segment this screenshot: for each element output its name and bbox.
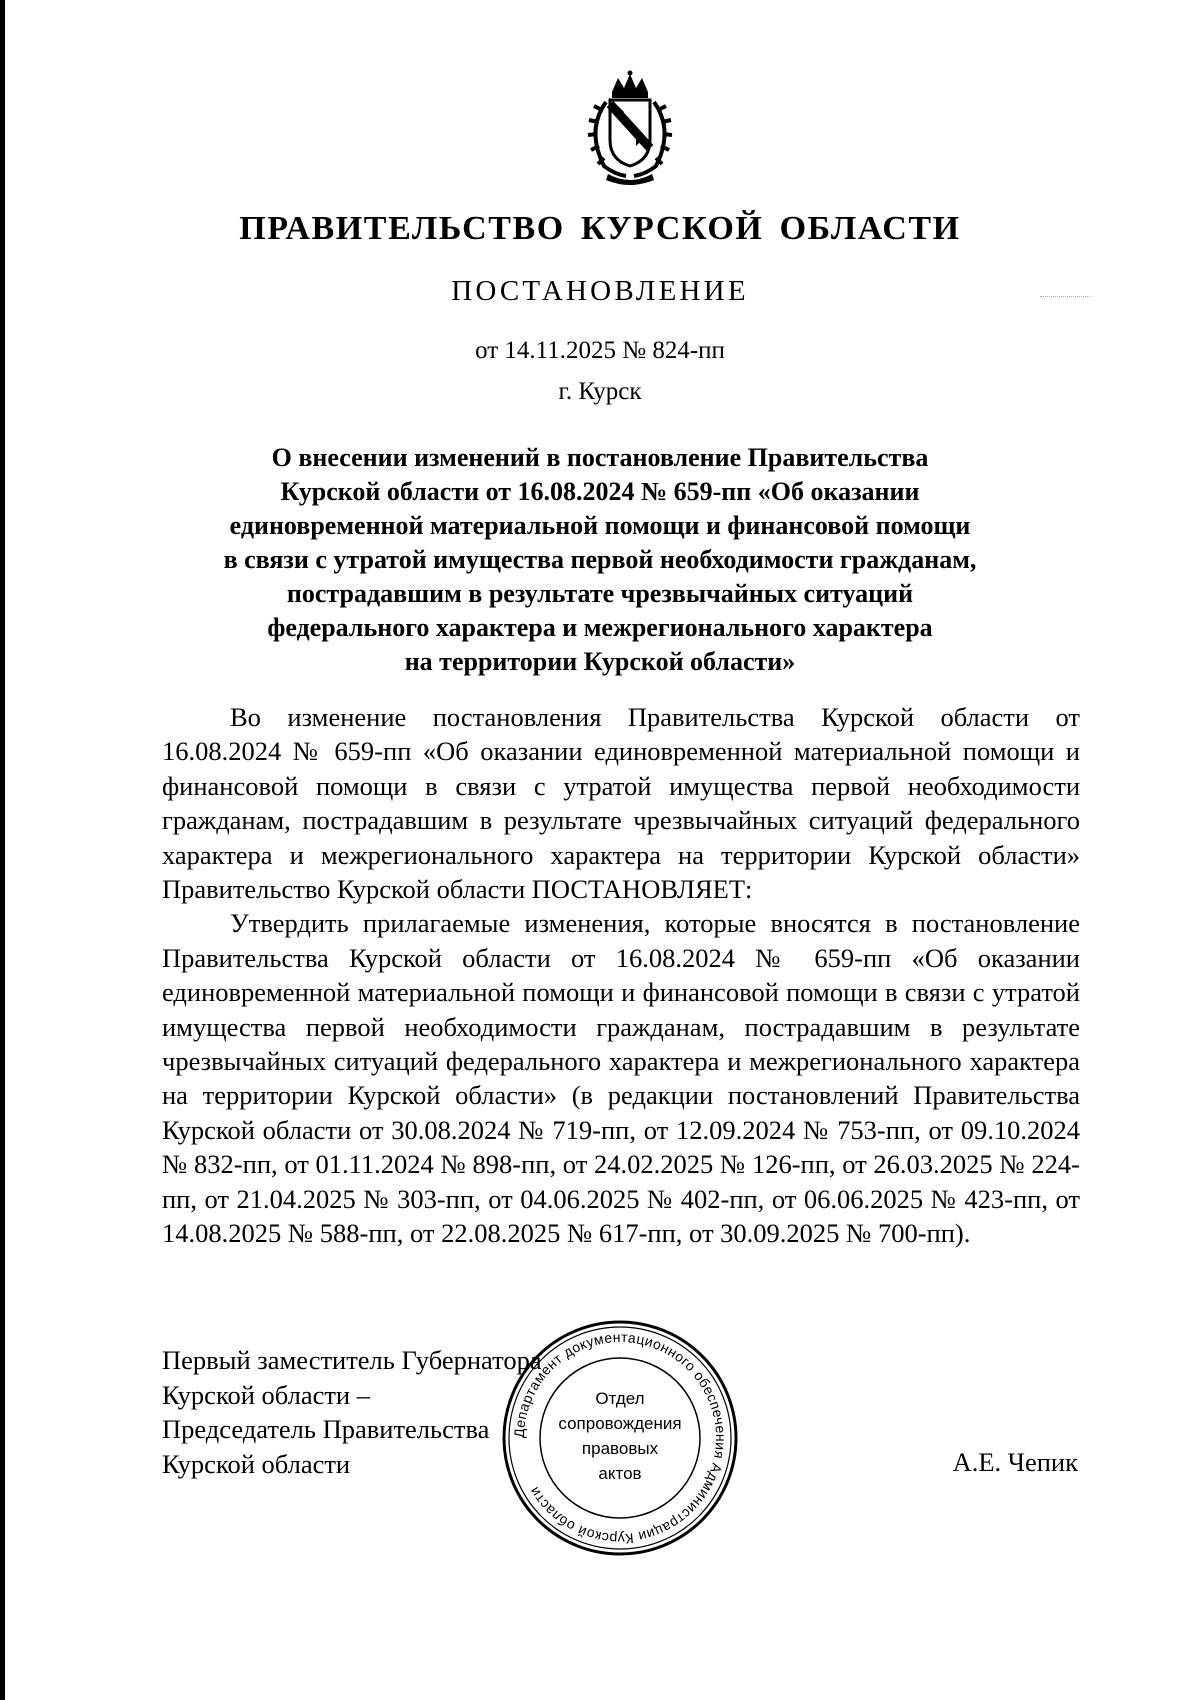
subject-line: в связи с утратой имущества первой необходимости гражданам, [223,545,977,574]
position-line: Курской области [162,1448,351,1479]
stamp-center-line: актов [598,1464,642,1483]
document-subject [160,441,1040,679]
subject-line: федерального характера и межрегионального характера [267,613,933,642]
subject-line: единовременной материальной помощи и финансовой помощи [229,511,971,540]
document-city: г. Курск [558,378,642,405]
document-type: ПОСТАНОВЛЕНИЕ [451,275,749,307]
stamp-ring-text: Департамент документационного обеспечения Администрации Курской области [510,1328,730,1548]
stamp-center-line: сопровождения [558,1414,682,1433]
signatory-position [162,1343,542,1481]
document-body [162,700,1080,1251]
position-line: Курской области – [162,1379,370,1410]
subject-line: пострадавшим в результате чрезвычайных ситуаций [286,579,914,608]
stamp-center [500,1318,740,1558]
body-paragraph: Во изменение постановления Правительства Курской области от 16.08.2024 № 659-пп «Об оказании единовременной материальной помощи и финансовой помощи в связи с утратой имущества первой необходимости гражданам, пострадавшим в результате чрезвычайных ситуаций федерального характера и межрегионального характера на территории Курской области» Правительство Курской области ПОСТАНОВЛЯЕТ: [162,702,1080,905]
subject-line: О внесении изменений в постановление Правительства [271,443,929,472]
document-date-number: от 14.11.2025 № 824-пп [475,337,725,364]
coat-of-arms-icon [568,70,692,188]
body-paragraph: Утвердить прилагаемые изменения, которые вносятся в постановление Правительства Курской области от 16.08.2024 № 659-пп «Об оказании единовременной материальной помощи и финансовой помощи в связи с утратой имущества первой необходимости гражданам, пострадавшим в результате чрезвычайных ситуаций федерального характера и межрегионального характера на территории Курской области» (в редакции постановлений Правительства Курской области от 30.08.2024 № 719-пп, от 12.09.2024 № 753-пп, от 09.10.2024 № 832-пп, от 01.11.2024 № 898-пп, от 24.02.2025 № 126-пп, от 26.03.2025 № 224-пп, от 21.04.2025 № 303-пп, от 04.06.2025 № 402-пп, от 06.06.2025 № 423-пп, от 14.08.2025 № 588-пп, от 22.08.2025 № 617-пп, от 30.09.2025 № 700-пп). [162,908,1080,1249]
stamp-center-line: Отдел [595,1389,645,1408]
position-line: Председатель Правительства [162,1414,490,1444]
government-title: ПРАВИТЕЛЬСТВО КУРСКОЙ ОБЛАСТИ [239,210,961,247]
subject-line: на территории Курской области» [404,647,796,676]
position-line: Первый заместитель Губернатора [162,1345,542,1375]
subject-line: Курской области от 16.08.2024 № 659-пп «Об оказании [280,477,920,506]
stamp-center-line: правовых [581,1439,659,1458]
scan-edge-border [0,0,5,1700]
signer-name: А.Е. Чепик [952,1447,1078,1477]
